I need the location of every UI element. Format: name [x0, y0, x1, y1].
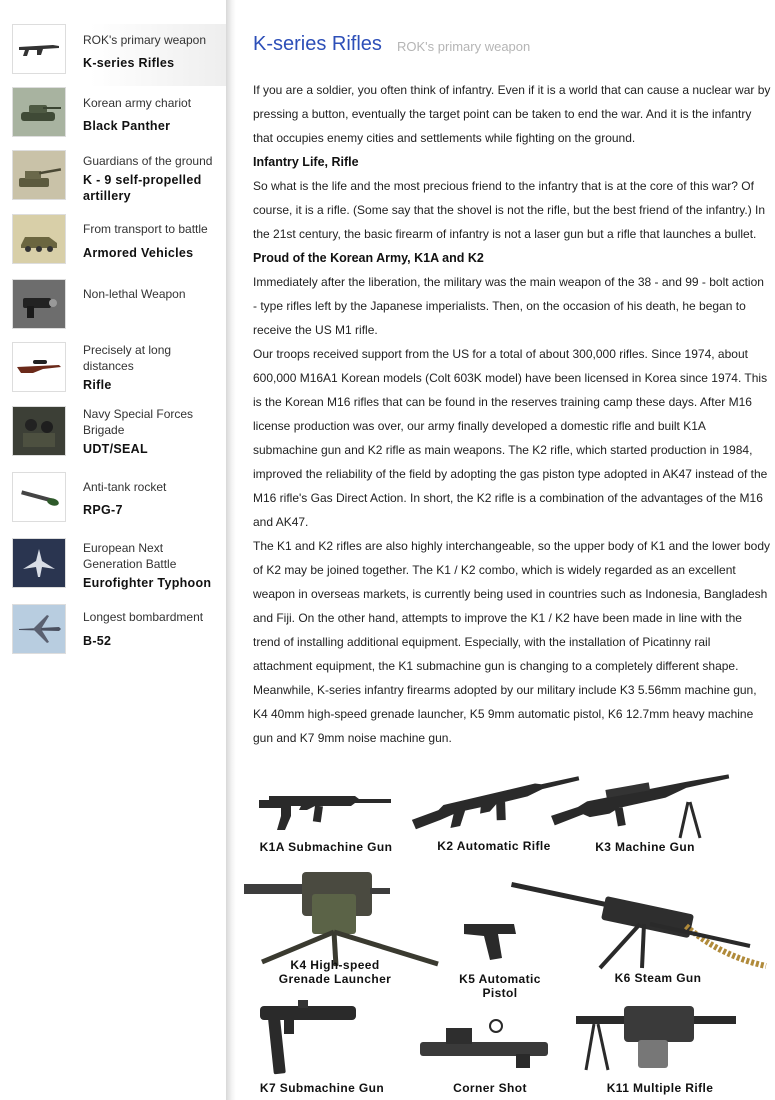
sidebar-item-sub: Korean army chariot — [83, 96, 192, 110]
article-paragraph: If you are a soldier, you often think of infantry. Even if it is a world that can cause a nuclear war by pressing a button, eventually the target point can be taken to end the war. And it is the infantry that occupies enemy cities and settlements while fighting on the ground. — [253, 83, 771, 145]
sidebar-item-sub: ROK's primary weapon — [83, 33, 206, 47]
sidebar-item-title: B-52 — [83, 634, 112, 648]
sidebar-item-black-panther[interactable] — [0, 87, 226, 149]
k5-label-line2: Pistol — [482, 986, 518, 1000]
rifle-thumb-icon — [12, 24, 66, 74]
section-heading: Infantry Life, Rifle — [253, 155, 359, 169]
sidebar-item-title: Black Panther — [83, 119, 171, 133]
sidebar-item-title: Eurofighter Typhoon — [83, 576, 212, 590]
rpg-thumb-icon — [12, 472, 66, 522]
nonlethal-weapon-thumb-icon — [12, 279, 66, 329]
sniper-rifle-thumb-icon — [12, 342, 66, 392]
section-heading: Proud of the Korean Army, K1A and K2 — [253, 251, 484, 265]
sidebar-item-sub: Navy Special Forces Brigade — [83, 407, 194, 437]
k4-grenade-launcher-image — [242, 862, 442, 968]
sidebar-item-sub: From transport to battle — [83, 222, 208, 236]
k3-label: K3 Machine Gun — [595, 840, 695, 854]
sidebar-item-sub: Precisely at long distances — [83, 343, 172, 373]
sidebar-item-title: Rifle — [83, 378, 112, 392]
sidebar-item-udt-seal[interactable] — [0, 406, 226, 468]
page-subtitle: ROK's primary weapon — [397, 39, 531, 54]
k6-heavy-machine-gun-image — [510, 876, 770, 972]
sidebar-item-title: Armored Vehicles — [83, 246, 194, 260]
k11-label: K11 Multiple Rifle — [606, 1081, 714, 1095]
sidebar-shadow — [226, 0, 236, 1100]
sidebar-item-rifle[interactable] — [0, 342, 226, 404]
k2-label: K2 Automatic Rifle — [437, 839, 551, 853]
k1a-label: K1A Submachine Gun — [259, 840, 393, 854]
k6-label: K6 Steam Gun — [614, 971, 702, 985]
armored-vehicle-thumb-icon — [12, 214, 66, 264]
corner-shot-image — [416, 1012, 552, 1072]
k4-label-line2: Grenade Launcher — [278, 972, 392, 986]
sidebar-item-k9-artillery[interactable] — [0, 150, 226, 212]
sidebar — [0, 0, 226, 1100]
sidebar-item-title: UDT/SEAL — [83, 442, 148, 456]
sidebar-item-k-series-rifles[interactable] — [0, 24, 226, 86]
sidebar-item-sub: European Next Generation Battle — [83, 541, 177, 571]
sidebar-item-non-lethal-weapon[interactable] — [0, 279, 226, 341]
sidebar-item-rpg-7[interactable] — [0, 472, 226, 534]
page-title: K-series Rifles — [253, 33, 382, 55]
fighter-jet-thumb-icon — [12, 538, 66, 588]
corner-shot-label: Corner Shot — [453, 1081, 527, 1095]
article-paragraph: The K1 and K2 rifles are also highly interchangeable, so the upper body of K1 and the lower body of K2 may be joined together. The K1 / K2 combo, which is widely regarded as an excellent weapon in overseas markets, is currently being used in countries such as Indonesia, Bangladesh and Fiji. On the other hand, attempts to improve the K1 / K2 have been made in line with the trend of installing additional equipment. Especially, with the installation of Picatinny rail attachment equipment, the K1 submachine gun is changing to a completely different shape. Meanwhile, K-series infantry firearms adopted by our military include K3 5.56mm machine gun, K4 40mm high-speed grenade launcher, K5 9mm automatic pistol, K6 12.7mm heavy machine gun and K7 9mm noise machine gun. — [253, 539, 771, 745]
sidebar-item-armored-vehicles[interactable] — [0, 214, 226, 276]
k1a-submachine-gun-image — [255, 790, 395, 834]
sidebar-item-sub: Longest bombardment — [83, 610, 204, 624]
k7-label: K7 Submachine Gun — [259, 1081, 385, 1095]
sidebar-item-title: RPG-7 — [83, 503, 123, 517]
k11-multiple-rifle-image — [574, 996, 740, 1078]
sidebar-item-title: K - 9 self-propelled artillery — [83, 173, 202, 203]
artillery-thumb-icon — [12, 150, 66, 200]
sidebar-item-sub: Guardians of the ground — [83, 154, 213, 168]
seal-thumb-icon — [12, 406, 66, 456]
k7-submachine-gun-image — [258, 996, 358, 1078]
k3-machine-gun-image — [548, 772, 734, 842]
sidebar-item-title: K-series Rifles — [83, 56, 175, 70]
article-paragraph: Immediately after the liberation, the military was the main weapon of the 38 - and 99 - bolt action - type rifles left by the Japanese imperialists. Then, on the occasion of his death, he began to receive the US M1 rifle. — [253, 275, 764, 337]
sidebar-item-b52[interactable] — [0, 604, 226, 666]
sidebar-item-sub: Anti-tank rocket — [83, 480, 167, 494]
article-paragraph: So what is the life and the most precious friend to the infantry that is at the core of this war? Of course, it is a rifle. (Some say that the shovel is not the rifle, but the best friend of the infantry.) In the 21st century, the basic firearm of infantry is not a laser gun but a rifle that launches a bullet. — [253, 179, 766, 241]
article-paragraph: Our troops received support from the US for a total of about 300,000 rifles. Since 1974, about 600,000 M16A1 Korean models (Colt 603K model) have been licensed in Korea since 1974. This is the Korean M16 rifles that can be found in the reserves training camp these days. After M16 license production was over, our army finally developed a domestic rifle and built K1A submachine gun and K2 rifle as main weapons. The K2 rifle, which started production in 1984, improved the reliability of the field by adopting the gas piston type adopted in AK47 instead of the M16 rifle's Gas Direct Action. In short, the K2 rifle is a combination of the advantages of the M16 and AK47. — [253, 347, 768, 529]
k4-label-line1: K4 High-speed — [290, 958, 380, 972]
tank-thumb-icon — [12, 87, 66, 137]
k5-label-line1: K5 Automatic — [459, 972, 541, 986]
bomber-thumb-icon — [12, 604, 66, 654]
sidebar-item-eurofighter[interactable] — [0, 538, 226, 600]
article-body — [253, 78, 771, 750]
sidebar-item-sub: Non-lethal Weapon — [83, 287, 186, 301]
